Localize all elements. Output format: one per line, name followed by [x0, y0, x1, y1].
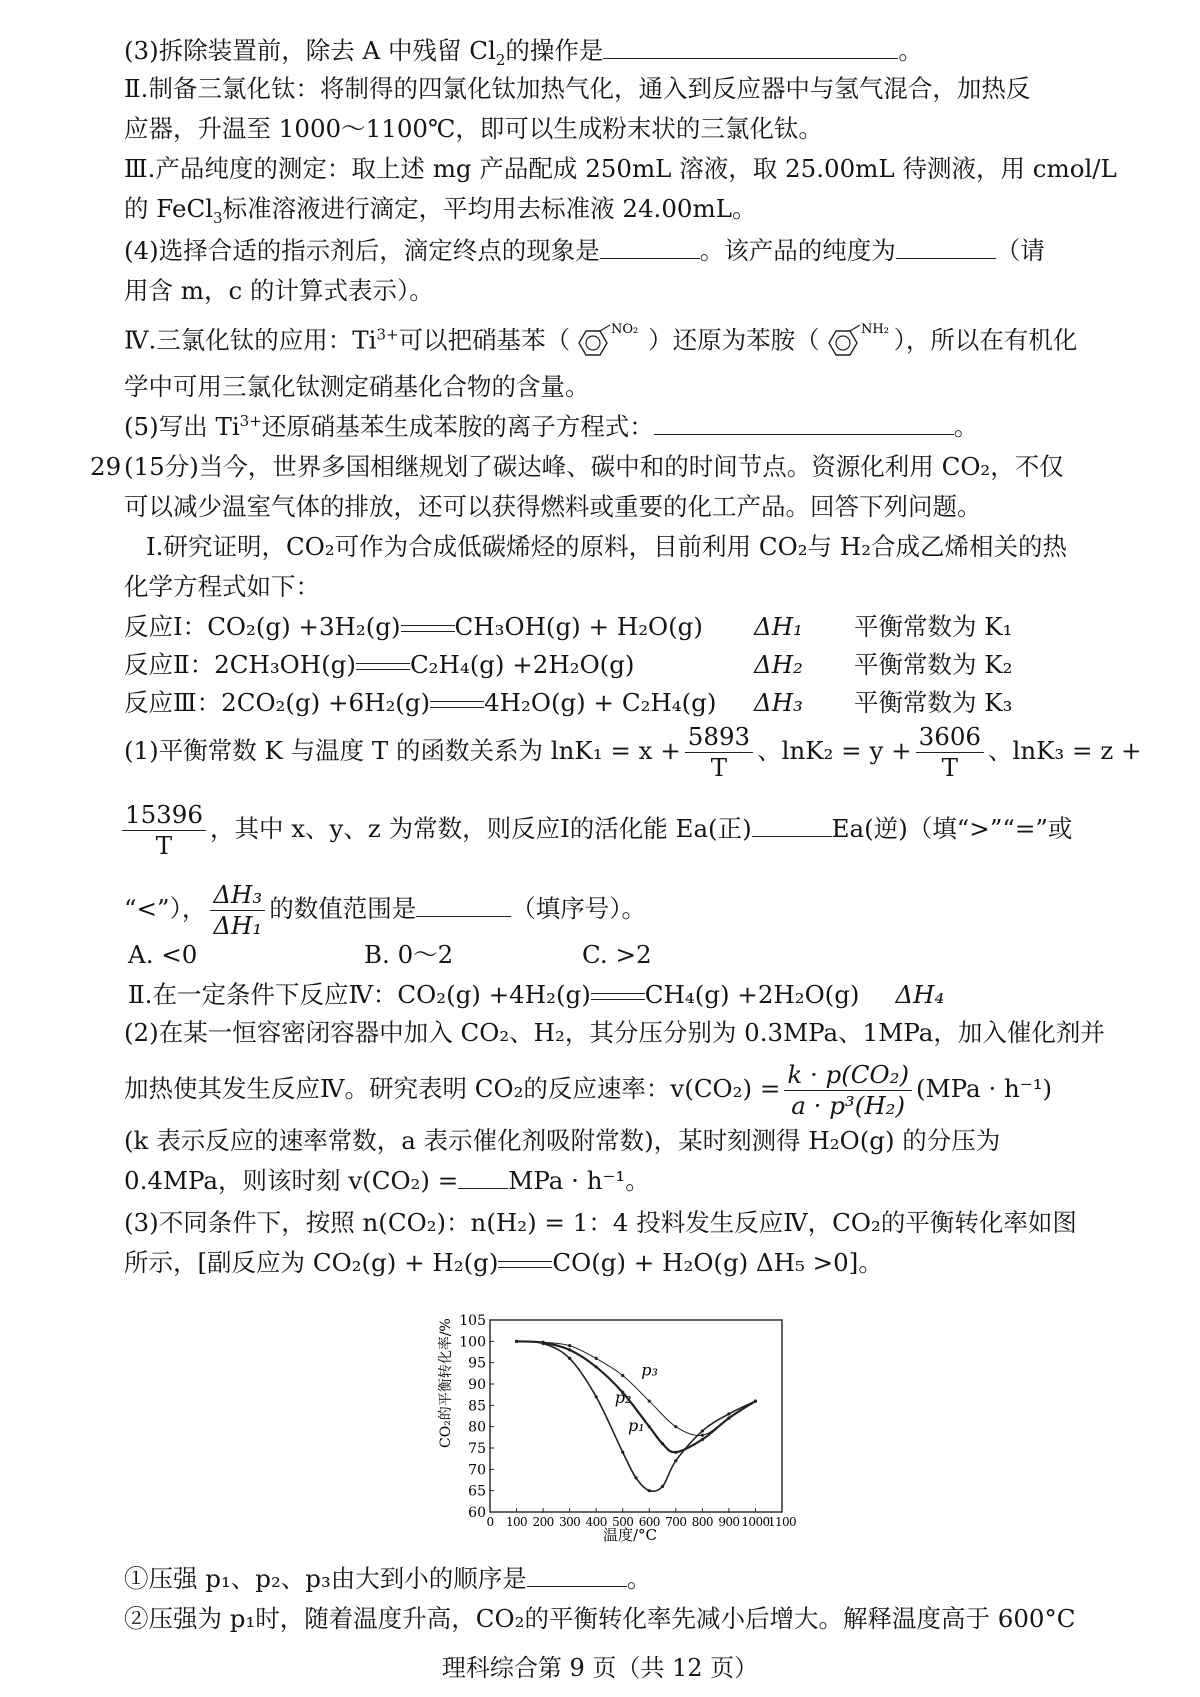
option-b: B. 0～2: [364, 940, 454, 969]
part2-line2: 应器，升温至 1000～1100℃，即可以生成粉末状的三氯化钛。: [124, 114, 823, 143]
data-point: [701, 1434, 704, 1437]
part4-sup: 3+: [376, 325, 399, 344]
q1c: 、lnK₃ = z +: [988, 736, 1142, 765]
reaction-2-name: 反应Ⅱ：: [124, 650, 215, 679]
part2-line1: Ⅱ.制备三氯化钛：将制得的四氯化钛加热气化，通入到反应器中与氢气混合，加热反: [124, 74, 1031, 103]
data-point: [595, 1395, 598, 1398]
data-point: [595, 1365, 598, 1368]
y-tick-label: 75: [468, 1441, 486, 1457]
q1g: 的数值范围是: [269, 894, 417, 923]
answer-blank[interactable]: [458, 1166, 508, 1189]
sub-question-2: ②压强为 p₁时，随着温度升高，CO₂的平衡转化率先减小后增大。解释温度高于 600°C: [124, 1604, 1076, 1633]
fraction-num: ΔH₃: [210, 880, 265, 911]
q3-text2: 的操作是: [505, 36, 604, 65]
reaction-3: [124, 686, 716, 720]
y-axis-label: CO₂的平衡转化率/%: [438, 1318, 454, 1448]
data-point: [621, 1374, 624, 1377]
x-tick-label: 100: [505, 1515, 528, 1529]
data-point: [568, 1348, 571, 1351]
q2-line2: [124, 1060, 1052, 1121]
q3-sub: 2: [495, 50, 506, 69]
y-tick-label: 65: [468, 1483, 486, 1500]
s1b: 。: [626, 1564, 652, 1593]
data-point: [621, 1451, 624, 1454]
x-tick-label: 600: [638, 1515, 660, 1529]
y-tick-label: 90: [468, 1377, 486, 1393]
q3-line2: [124, 1246, 883, 1280]
data-point: [595, 1357, 598, 1360]
q5-sup: 3+: [239, 411, 262, 430]
question-5-line: [124, 410, 978, 444]
q2e: 0.4MPa，则该时刻 v(CO₂) =: [124, 1166, 459, 1195]
nitrobenzene-structure-icon: [570, 322, 648, 362]
fraction-dh3-dh1: [210, 880, 265, 941]
fraction-5893: [685, 722, 753, 783]
x-tick-label: 200: [532, 1515, 554, 1529]
q1-line2: [118, 800, 1072, 861]
page-footer: 理科综合第 9 页（共 12 页）: [441, 1654, 759, 1682]
y-tick-label: 85: [468, 1398, 486, 1415]
answer-blank[interactable]: [603, 36, 898, 59]
q2-line4: [124, 1164, 650, 1198]
reaction-1-rhs: CH₃OH(g) + H₂O(g): [454, 612, 703, 641]
q2b: 加热使其发生反应Ⅳ。研究表明 CO₂的反应速率：v(CO₂) =: [124, 1074, 781, 1103]
answer-blank[interactable]: [416, 894, 511, 917]
data-point: [727, 1412, 730, 1415]
x-tick-label: 500: [612, 1515, 634, 1529]
data-point: [727, 1417, 730, 1420]
series-label-3: p₃: [641, 1360, 658, 1380]
x-tick-label: 800: [691, 1515, 713, 1529]
reaction-2-rhs: C₂H₄(g) +2H₂O(g): [409, 650, 635, 679]
q29-line2: 可以减少温室气体的排放，还可以获得燃料或重要的化工产品。回答下列问题。: [124, 492, 982, 521]
data-point: [661, 1485, 664, 1488]
y-tick-label: 60: [468, 1505, 486, 1521]
option-c: C. >2: [582, 940, 652, 969]
part4-line2: 学中可用三氯化钛测定硝基化合物的含量。: [124, 372, 590, 401]
q5-end: 。: [953, 412, 979, 441]
s1a: ①压强 p₁、p₂、p₃由大到小的顺序是: [124, 1564, 527, 1593]
q2c: (MPa · h⁻¹): [916, 1074, 1053, 1103]
q1-line1: [124, 722, 1142, 783]
fraction-num: 3606: [916, 722, 984, 753]
q1f: “<”），: [124, 894, 207, 923]
reaction-1: [124, 610, 703, 644]
answer-blank[interactable]: [654, 412, 954, 435]
part3-line2a: 的 FeCl: [124, 194, 214, 223]
q4-a: (4)选择合适的指示剂后，滴定终点的现象是: [124, 236, 600, 265]
rate-fraction: [784, 1060, 912, 1121]
fraction-15396: [122, 800, 206, 861]
q4-b: 。该产品的纯度为: [699, 236, 896, 265]
part3-sub: 3: [213, 208, 223, 227]
x-tick-label: 400: [585, 1515, 607, 1529]
reaction-4-rhs: CH₄(g) +2H₂O(g): [644, 980, 860, 1009]
part3-line2: [124, 192, 757, 226]
part4-b: 可以把硝基苯（: [398, 325, 571, 355]
x-tick-label: 0: [486, 1515, 494, 1529]
fraction-den: T: [155, 831, 173, 860]
part4-d: ），所以在有机化: [893, 325, 1078, 355]
q3b: 所示，[副反应为 CO₂(g) + H₂(g): [124, 1248, 499, 1277]
data-point: [674, 1451, 677, 1454]
fraction-num: 15396: [122, 800, 206, 831]
q5-a: (5)写出 Ti: [124, 412, 240, 441]
reaction-3-dh: ΔH₃: [754, 688, 803, 717]
question-4-line1: [124, 234, 1045, 268]
data-point: [674, 1425, 677, 1428]
data-point: [674, 1459, 677, 1462]
y-tick-label: 105: [459, 1313, 486, 1329]
series-line-2: [517, 1341, 756, 1452]
data-point: [648, 1425, 651, 1428]
equilibrium-arrow-icon: [356, 661, 410, 673]
x-tick-label: 300: [559, 1515, 581, 1529]
reaction-2: [124, 648, 634, 682]
q2-line1: (2)在某一恒容密闭容器中加入 CO₂、H₂，其分压分别为 0.3MPa、1MPa，加入催化剂并: [124, 1018, 1105, 1047]
y-tick-label: 95: [468, 1355, 486, 1372]
q2-line3: (k 表示反应的速率常数，a 表示催化剂吸附常数)，某时刻测得 H₂O(g) 的分压为: [124, 1126, 1001, 1155]
part4-c: ）还原为苯胺（: [648, 325, 820, 355]
x-tick-label: 700: [665, 1515, 687, 1529]
fraction-den: T: [941, 753, 958, 782]
answer-blank[interactable]: [527, 1564, 627, 1587]
fraction-den: ΔH₁: [213, 911, 263, 940]
aniline-structure-icon: [820, 322, 894, 362]
conversion-rate-chart: [428, 1298, 848, 1548]
data-point: [541, 1341, 544, 1344]
question-29-number: 29: [90, 452, 122, 481]
answer-blank[interactable]: [896, 236, 996, 259]
data-point: [568, 1344, 571, 1347]
data-point: [754, 1399, 757, 1402]
part4-line1: [124, 322, 1077, 362]
reaction-4-lhs: Ⅱ.在一定条件下反应Ⅳ：CO₂(g) +4H₂(g): [128, 980, 591, 1009]
q3-text: (3)拆除装置前，除去 A 中残留 Cl: [124, 36, 496, 65]
series-label-2: p₂: [614, 1388, 632, 1408]
answer-blank[interactable]: [600, 236, 700, 259]
fraction-num: k · p(CO₂): [784, 1060, 912, 1091]
q3-end: 。: [898, 36, 923, 65]
reaction-1-lhs: CO₂(g) +3H₂(g): [207, 612, 401, 641]
data-point: [701, 1429, 704, 1432]
reaction-1-dh: ΔH₁: [754, 612, 803, 641]
reaction-3-name: 反应Ⅲ：: [124, 688, 222, 717]
question-4-line2: 用含 m，c 的计算式表示）。: [124, 276, 434, 305]
part2-reaction4: [128, 978, 944, 1012]
q1b: 、lnK₂ = y +: [757, 736, 912, 765]
q3-line1: (3)不同条件下，按照 n(CO₂)：n(H₂) = 1：4 投料发生反应Ⅳ，CO₂的平衡转化率如图: [124, 1208, 1077, 1237]
part3-line2b: 标准溶液进行滴定，平均用去标准液 24.00mL。: [222, 194, 757, 223]
reaction-3-lhs: 2CO₂(g) +6H₂(g): [221, 688, 431, 717]
reaction-2-dh: ΔH₂: [754, 650, 803, 679]
q1d: ，其中 x、y、z 为常数，则反应Ⅰ的活化能 Ea(正): [209, 814, 752, 843]
q4-c: （请: [995, 236, 1045, 265]
question-3-line: [124, 34, 923, 68]
option-a: A. <0: [128, 940, 198, 969]
data-point: [701, 1438, 704, 1441]
q29-intro-line1: Ⅰ.研究证明，CO₂可作为合成低碳烯烃的原料，目前利用 CO₂与 H₂合成乙烯相关的热: [146, 532, 1068, 561]
q29-line1: (15分)当今，世界多国相继规划了碳达峰、碳中和的时间节点。资源化利用 CO₂，不仅: [124, 452, 1064, 481]
q1a: (1)平衡常数 K 与温度 T 的函数关系为 lnK₁ = x +: [124, 736, 681, 765]
reaction-2-k: 平衡常数为 K₂: [854, 650, 1013, 679]
q29-intro-line2: 化学方程式如下：: [124, 572, 320, 601]
data-point: [634, 1476, 637, 1479]
q1h: （填序号）。: [511, 894, 646, 923]
q5-b: 还原硝基苯生成苯胺的离子方程式：: [261, 412, 654, 441]
data-point: [661, 1442, 664, 1445]
fraction-3606: [916, 722, 984, 783]
part4-a: Ⅳ.三氯化钛的应用：Ti: [124, 325, 377, 355]
amine-group-label: NH₂: [860, 322, 889, 337]
y-tick-label: 80: [468, 1419, 486, 1436]
answer-blank[interactable]: [752, 814, 832, 837]
equilibrium-arrow-icon: [591, 991, 645, 1003]
data-point: [568, 1357, 571, 1360]
y-tick-label: 100: [459, 1334, 486, 1351]
q1-line3: [124, 880, 646, 941]
reaction-3-k: 平衡常数为 K₃: [854, 688, 1013, 717]
fraction-den: T: [710, 753, 728, 782]
data-point: [648, 1489, 651, 1492]
fraction-num: 5893: [685, 722, 753, 753]
equilibrium-arrow-icon: [430, 699, 484, 711]
nitro-group-label: NO₂: [611, 322, 639, 337]
reaction-1-name: 反应Ⅰ：: [124, 612, 208, 641]
equilibrium-arrow-icon: [401, 623, 455, 635]
equilibrium-arrow-icon: [498, 1259, 552, 1271]
reaction-3-rhs: 4H₂O(g) + C₂H₄(g): [484, 688, 717, 717]
series-label-1: p₁: [628, 1415, 645, 1435]
data-point: [648, 1399, 651, 1402]
sub-question-1: [124, 1562, 651, 1596]
part3-line1: Ⅲ.产品纯度的测定：取上述 mg 产品配成 250mL 溶液，取 25.00mL 待测液，用 cmol/L: [124, 154, 1117, 183]
x-axis-label: 温度/°C: [603, 1526, 658, 1544]
q2f: MPa · h⁻¹。: [508, 1166, 650, 1195]
q1e: Ea(逆)（填“>”“=”或: [831, 814, 1073, 843]
q3c: CO(g) + H₂O(g) ΔH₅ >0]。: [552, 1248, 883, 1277]
reaction-4-dh: ΔH₄: [895, 980, 945, 1009]
reaction-1-k: 平衡常数为 K₁: [854, 612, 1013, 641]
fraction-den: a · p³(H₂): [791, 1091, 906, 1120]
x-tick-label: 1000: [741, 1515, 770, 1529]
reaction-2-lhs: 2CH₃OH(g): [214, 650, 356, 679]
data-point: [515, 1340, 518, 1343]
x-tick-label: 1100: [767, 1515, 797, 1529]
x-tick-label: 900: [718, 1515, 740, 1529]
y-tick-label: 70: [468, 1462, 486, 1479]
